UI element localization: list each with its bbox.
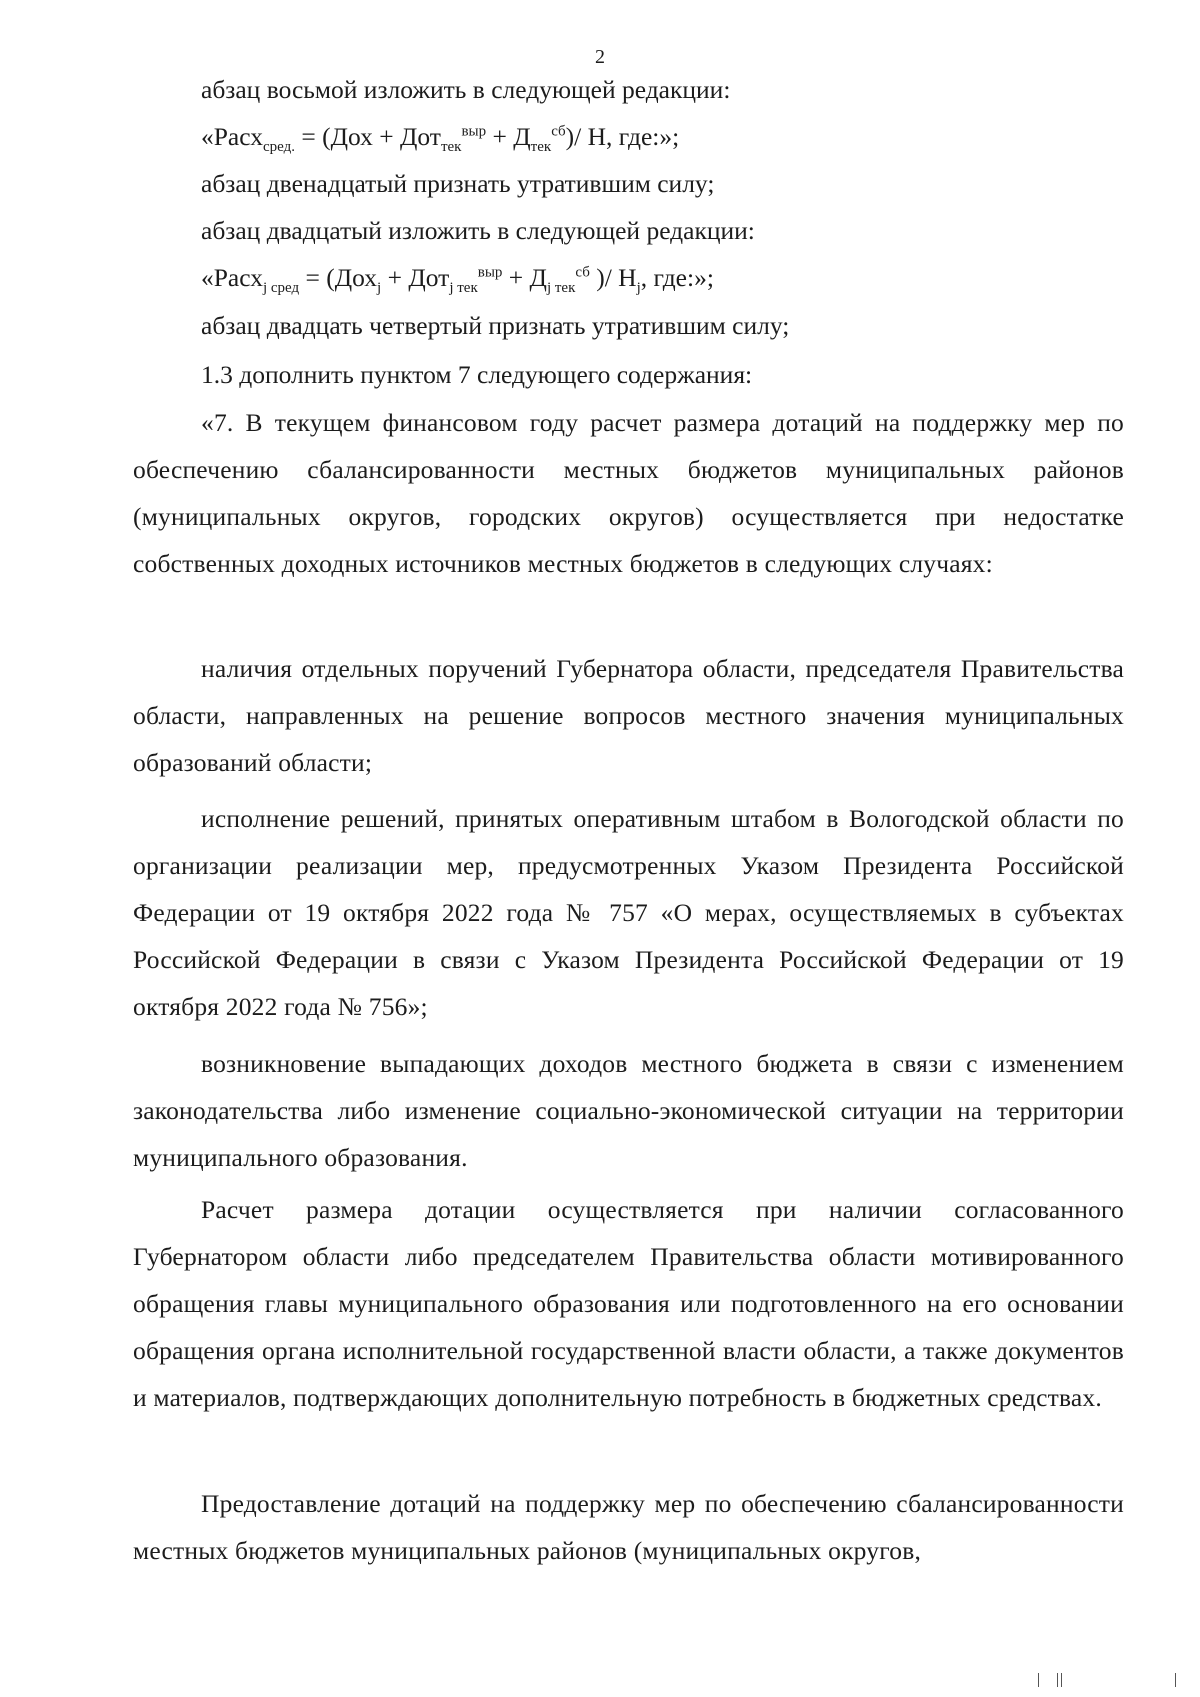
formula-subscript: j [636, 280, 641, 297]
formula-part: = (Дох + Дот [294, 122, 441, 151]
formula-part: «Расх [201, 263, 263, 292]
formula-average-expenses-j [201, 254, 714, 301]
line-paragraph-twenty-fourth: абзац двадцать четвертый признать утратившим силу; [201, 311, 790, 340]
formula-subscript: тек [530, 139, 552, 156]
formula-subscript: j тек [449, 280, 478, 297]
formula-superscript: выр [477, 264, 503, 281]
paragraph-lost-revenue: возникновение выпадающих доходов местного бюджета в связи с изменением законодательства либо изменение социально-экономической ситуации на территории муниципального образования. [133, 1049, 1124, 1172]
formula-subscript: сред. [262, 139, 295, 156]
paragraph-governor-orders: наличия отдельных поручений Губернатора области, председателя Правительства области, направленных на решение вопросов местного значения муниципальных образований области; [133, 654, 1124, 777]
formula-part: = (Дох [299, 263, 378, 292]
formula-part: , где:»; [640, 263, 714, 292]
formula-part: «Расх [201, 122, 263, 151]
scan-artifact [1061, 1673, 1062, 1687]
formula-superscript: сб [551, 123, 566, 140]
formula-part: )/ Н, где:»; [565, 122, 680, 151]
line-clause-1-3: 1.3 дополнить пунктом 7 следующего содержания: [201, 360, 753, 389]
formula-part: )/ Н [589, 263, 637, 292]
line-paragraph-eighth: абзац восьмой изложить в следующей редакции: [201, 75, 731, 104]
formula-superscript: выр [461, 123, 487, 140]
paragraph-subsidy-provision: Предоставление дотаций на поддержку мер по обеспечению сбалансированности местных бюджетов муниципальных районов (муниципальных округов, [133, 1489, 1124, 1565]
formula-subscript: j [377, 280, 382, 297]
line-paragraph-twentieth: абзац двадцатый изложить в следующей редакции: [201, 216, 755, 245]
page-number: 2 [595, 46, 605, 68]
formula-subscript: j тек [546, 280, 576, 297]
formula-part: + Д [502, 263, 547, 292]
formula-average-expenses [201, 113, 679, 160]
formula-subscript: j сред [262, 280, 300, 297]
formula-superscript: сб [575, 264, 590, 281]
paragraph-operational-headquarters: исполнение решений, принятых оперативным штабом в Вологодской области по организации реализации мер, предусмотренных Указом Президента Российской Федерации от 19 октября 2022 года № 757 «О мерах, осуществляемых в субъектах Российской Федерации в связи с Указом Президента Российской Федерации от 19 октября 2022 года № 756»; [133, 804, 1124, 1021]
paragraph-subsidy-calculation: Расчет размера дотации осуществляется при наличии согласованного Губернатором области либо председателем Правительства области мотивированного обращения главы муниципального образования или подготовленного на его основании обращения органа исполнительной государственной власти области, а также документов и материалов, подтверждающих дополнительную потребность в бюджетных средствах. [133, 1195, 1124, 1412]
formula-subscript: тек [440, 139, 462, 156]
paragraph-point-7: «7. В текущем финансовом году расчет размера дотаций на поддержку мер по обеспечению сбалансированности местных бюджетов муниципальных районов (муниципальных округов, городских округов) осуществляется при недостатке собственных доходных источников местных бюджетов в следующих случаях: [133, 408, 1124, 578]
formula-part: + Дот [381, 263, 450, 292]
scan-artifact [1038, 1673, 1039, 1687]
scan-artifact [1175, 1673, 1176, 1687]
formula-part: + Д [486, 122, 531, 151]
line-paragraph-twelfth: абзац двенадцатый признать утратившим силу; [201, 169, 715, 198]
scan-artifact [1057, 1673, 1058, 1687]
